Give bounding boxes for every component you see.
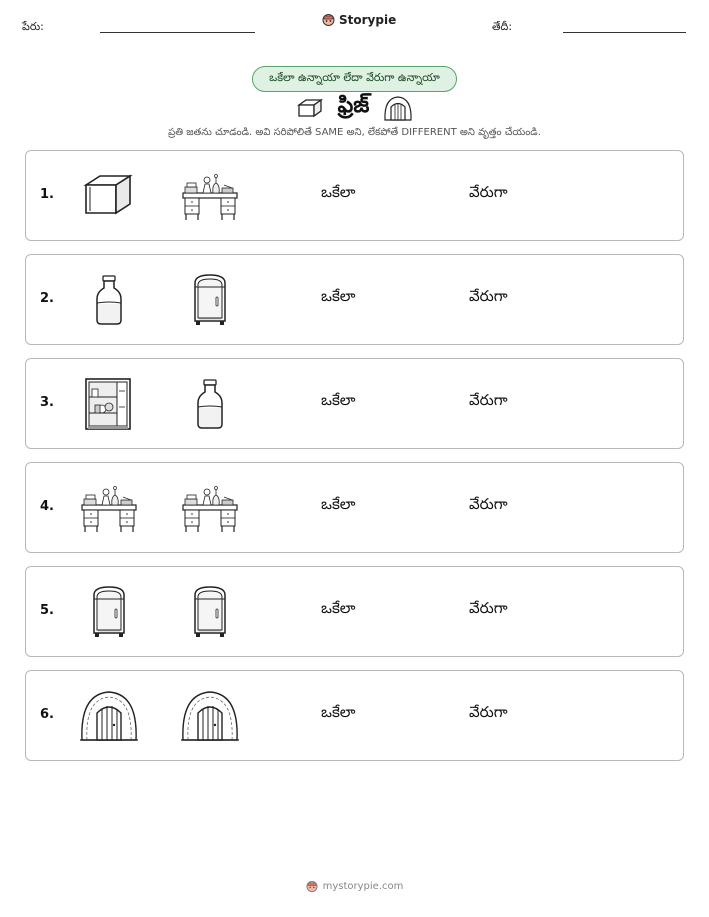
storypie-mascot-icon — [322, 13, 335, 27]
desk-icon — [179, 169, 241, 223]
desk-icon — [179, 481, 241, 535]
same-option[interactable]: ఒకేలా — [321, 703, 356, 721]
fridge-icon — [179, 585, 241, 639]
fridge-icon — [179, 273, 241, 327]
cave-door-icon — [383, 95, 413, 121]
fridge-icon — [78, 585, 140, 639]
footer-url[interactable]: mystorypie.com — [322, 881, 404, 892]
subtitle-text: ఒకేలా ఉన్నాయా లేదా వేరుగా ఉన్నాయా — [269, 71, 440, 84]
same-option[interactable]: ఒకేలా — [321, 599, 356, 617]
question-row-6 — [25, 670, 684, 761]
page-title: ఫ్రిజ్ — [337, 93, 370, 118]
different-option[interactable]: వేరుగా — [469, 287, 508, 305]
question-number: 3. — [40, 395, 54, 410]
open-fridge-icon — [78, 377, 140, 431]
box-icon — [296, 97, 324, 119]
question-number: 1. — [40, 187, 54, 202]
date-label: తేదీ: — [492, 20, 513, 33]
same-option[interactable]: ఒకేలా — [321, 391, 356, 409]
name-label: పేరు: — [22, 20, 44, 33]
same-option[interactable]: ఒకేలా — [321, 287, 356, 305]
question-number: 2. — [40, 291, 54, 306]
cave-door-icon — [179, 689, 241, 743]
instructions: ప్రతి జతను చూడండి. అవి సరిపోలితే SAME అని, లేకపోతే DIFFERENT అని వృత్తం చేయండి. — [168, 127, 541, 138]
question-number: 6. — [40, 707, 54, 722]
different-option[interactable]: వేరుగా — [469, 599, 508, 617]
different-option[interactable]: వేరుగా — [469, 391, 508, 409]
same-option[interactable]: ఒకేలా — [321, 183, 356, 201]
question-row-2 — [25, 254, 684, 345]
question-number: 4. — [40, 499, 54, 514]
subtitle-badge — [252, 66, 457, 92]
question-row-3 — [25, 358, 684, 449]
question-number: 5. — [40, 603, 54, 618]
storypie-mascot-icon — [306, 880, 318, 893]
name-line[interactable] — [100, 32, 255, 33]
milk-bottle-icon — [78, 273, 140, 327]
date-line[interactable] — [563, 32, 686, 33]
desk-icon — [78, 481, 140, 535]
title-row — [0, 92, 709, 124]
box-icon — [78, 169, 140, 223]
different-option[interactable]: వేరుగా — [469, 703, 508, 721]
question-row-5 — [25, 566, 684, 657]
different-option[interactable]: వేరుగా — [469, 183, 508, 201]
brand-logo — [322, 13, 396, 27]
question-row-1 — [25, 150, 684, 241]
milk-bottle-icon — [179, 377, 241, 431]
footer — [0, 880, 709, 893]
cave-door-icon — [78, 689, 140, 743]
question-row-4 — [25, 462, 684, 553]
different-option[interactable]: వేరుగా — [469, 495, 508, 513]
brand-name: Storypie — [339, 13, 397, 27]
same-option[interactable]: ఒకేలా — [321, 495, 356, 513]
